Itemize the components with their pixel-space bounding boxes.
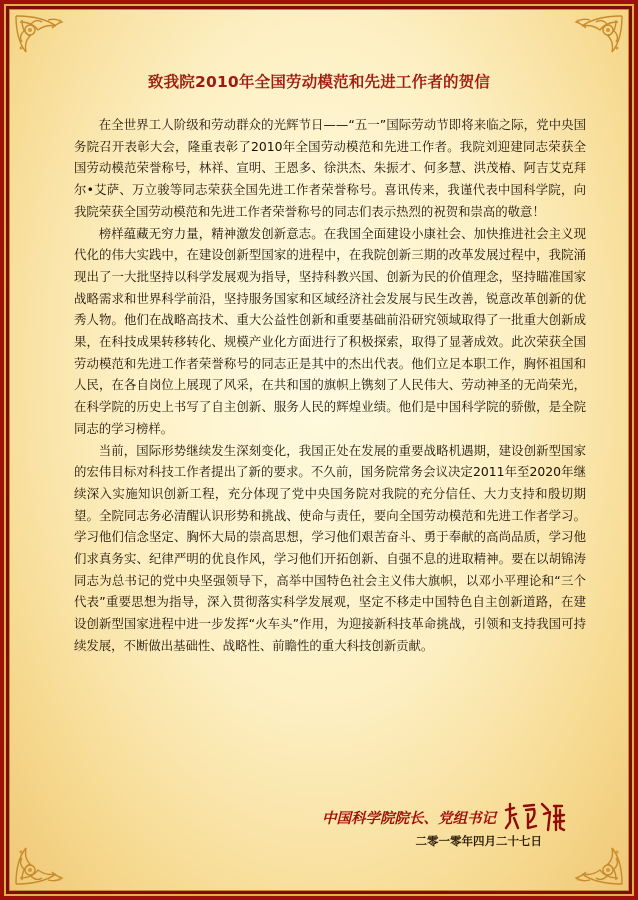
letter-title: 致我院2010年全国劳动模范和先进工作者的贺信: [147, 73, 491, 91]
signatory-title: 中国科学院院长、党组书记: [322, 809, 496, 827]
decorative-frame: [4, 4, 634, 896]
paragraph-2: 榜样蕴藏无穷力量，精神激发创新意志。在我国全面建设小康社会、加快推进社会主义现代化的伟大实践中，在建设创新型国家的进程中，在我院创新三期的改革发展过程中，我院涌现出了一大批坚持以科学发展观为指导，坚持科教兴国、创新为民的价值理念，坚持瞄准国家战略需求和世界科学前沿，坚持服务国家和区域经济社会发展与民生改善，锐意改革创新的优秀人物。他们在战略高技术、重大公益性创新和重要基础前沿研究领域取得了一批重大创新成果，在科技成果转移转化、规模产业化方面进行了积极探索，取得了显著成效。此次荣获全国劳动模范和先进工作者荣誉称号的同志正是其中的杰出代表。他们立足本职工作，胸怀祖国和人民，在各自岗位上展现了风采，在共和国的旗帜上镌刻了人民伟大、劳动神圣的无尚荣光，在科学院的历史上书写了自主创新、服务人民的辉煌业绩。他们是中国科学院的骄傲，是全院同志的学习榜样。: [74, 225, 586, 436]
letter-sheet: [9, 9, 629, 891]
letter-date: 二零一零年四月二十七日: [415, 834, 542, 848]
floral-corner-ornament-icon: [562, 12, 626, 62]
floral-corner-ornament-icon: [12, 12, 76, 62]
floral-corner-ornament-icon: [12, 838, 76, 888]
paragraph-3: 当前，国际形势继续发生深刻变化，我国正处在发展的重要战略机遇期，建设创新型国家的宏伟目标对科技工作者提出了新的要求。不久前，国务院常务会议决定2011年至2020年继续深入实施知识创新工程，充分体现了党中央国务院对我院的充分信任、大力支持和殷切期望。全院同志务必清醒认识形势和挑战、使命与责任，要向全国劳动模范和先进工作者学习。学习他们信念坚定、胸怀大局的崇高思想，学习他们艰苦奋斗、勇于奉献的高尚品质，学习他们求真务实、纪律严明的优良作风，学习他们开拓创新、自强不息的进取精神。要在以胡锦涛同志为总书记的党中央坚强领导下，高举中国特色社会主义伟大旗帜，以邓小平理论和“三个代表”重要思想为指导，深入贯彻落实科学发展观，坚定不移走中国特色自主创新道路，在建设创新型国家进程中进一步发挥“火车头”作用，为迎接新科技革命挑战，引领和支持我国可持续发展，不断做出基础性、战略性、前瞻性的重大科技创新贡献。: [74, 442, 586, 653]
paragraph-1: 在全世界工人阶级和劳动群众的光辉节日——“五一”国际劳动节即将来临之际，党中央国务院召开表彰大会，隆重表彰了2010年全国劳动模范和先进工作者。我院刘迎建同志荣获全国劳动模范荣誉称号，林祥、宣明、王恩多、徐洪杰、朱振才、何多慧、洪茂椿、阿吉艾克拜尔•艾萨、万立骏等同志荣获全国先进工作者荣誉称号。喜讯传来，我谨代表中国科学院，向我院荣获全国劳动模范和先进工作者荣誉称号的同志们表示热烈的祝贺和崇高的敬意！: [74, 117, 586, 219]
handwritten-signature: [502, 800, 568, 834]
letter-body: [74, 114, 586, 657]
floral-corner-ornament-icon: [562, 838, 626, 888]
signature-block: [322, 800, 568, 834]
